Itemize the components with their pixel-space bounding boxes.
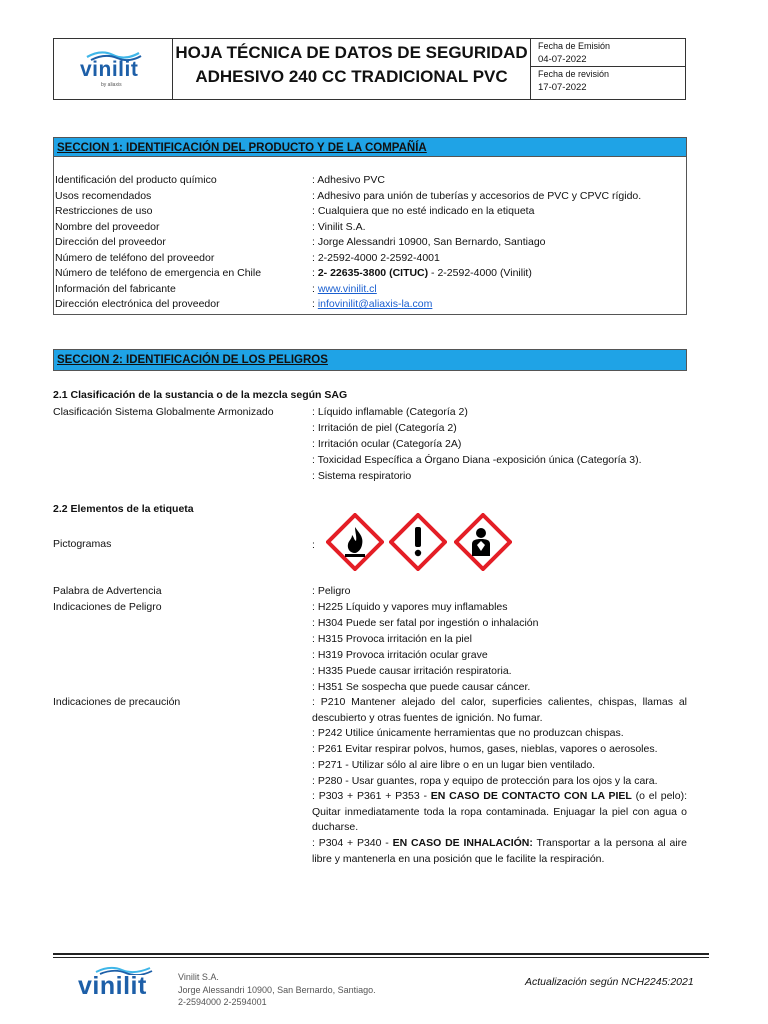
hazard-statement: : H304 Puede ser fatal por ingestión o inhalación [312,617,539,629]
sga-item: : Irritación ocular (Categoría 2A) [312,438,462,450]
hazard-statement: : H225 Líquido y vapores muy inflamables [312,601,508,613]
precaution-p242: : P242 Utilice únicamente herramientas que no produzcan chispas. [312,727,624,739]
hazard-statement: : H319 Provoca irritación ocular grave [312,649,488,661]
palabra-value: : Peligro [312,585,351,597]
section2-header [53,349,687,371]
s1-value-emergencia: : 2- 22635-3800 (CITUC) - 2-2592-4000 (Vinilit) [312,267,532,279]
hazard-statement: : H315 Provoca irritación en la piel [312,633,472,645]
s1-label-producto: Identificación del producto químico [55,174,217,186]
cituc-phone: 2- 22635-3800 (CITUC) [317,267,429,279]
s1-value-telefono: : 2-2592-4000 2-2592-4001 [312,252,440,264]
footer-phones: 2-2594000 2-2594001 [178,997,267,1007]
s1-value-email: : infovinilit@aliaxis-la.com [312,298,433,310]
s1-value-usos: : Adhesivo para unión de tuberías y accesorios de PVC y CPVC rígido. [312,190,642,202]
s1-label-nombre: Nombre del proveedor [55,221,160,233]
website-link[interactable]: www.vinilit.cl [317,283,377,295]
logo-wordmark: vinilit [80,58,139,81]
subsection-2-1-title: 2.1 Clasificación de la sustancia o de la mezcla según SAG [53,389,348,401]
palabra-label: Palabra de Advertencia [53,585,162,597]
section1-title: SECCION 1: IDENTIFICACIÓN DEL PRODUCTO Y DE LA COMPAÑÍA [57,142,427,154]
s1-value-nombre: : Vinilit S.A. [312,221,366,233]
s1-label-telefono: Número de teléfono del proveedor [55,252,215,264]
s1-label-email: Dirección electrónica del proveedor [55,298,220,310]
header-title-cell [173,38,531,100]
s1-value-direccion: : Jorge Alessandri 10900, San Bernardo, Santiago [312,236,546,248]
health-hazard-pictogram-icon [454,513,512,571]
s1-label-emergencia: Número de teléfono de emergencia en Chile [55,267,262,279]
s1-label-usos: Usos recomendados [55,190,152,202]
header-date-divider [531,66,686,67]
header-logo-cell [53,38,173,100]
sga-label: Clasificación Sistema Globalmente Armonizado [53,406,274,418]
pictogramas-colon: : [312,539,315,551]
s1-label-fabricante: Información del fabricante [55,283,176,295]
logo-subtitle: by aliaxis [101,82,122,88]
product-title: ADHESIVO 240 CC TRADICIONAL PVC [195,67,508,86]
email-link[interactable]: infovinilit@aliaxis-la.com [317,298,433,310]
hazard-statement: : H335 Puede causar irritación respiratoria. [312,665,512,677]
footer-logo-wordmark: vinilit [78,972,147,1000]
emision-value: 04-07-2022 [538,54,587,65]
s1-value-fabricante: : www.vinilit.cl [312,283,377,295]
sga-item: : Sistema respiratorio [312,470,412,482]
peligro-label: Indicaciones de Peligro [53,601,162,613]
s1-label-direccion: Dirección del proveedor [55,236,166,248]
sga-item: : Líquido inflamable (Categoría 2) [312,406,468,418]
revision-label: Fecha de revisión [538,69,610,79]
footer-address-block [178,971,376,1009]
precaution-p280: : P280 - Usar guantes, ropa y equipo de protección para los ojos y la cara. [312,775,658,787]
pictogramas-label: Pictogramas [53,538,112,550]
footer-update-note: Actualización según NCH2245:2021 [525,976,694,988]
footer-rule [53,953,709,955]
sga-item: : Toxicidad Específica a Órgano Diana -exposición única (Categoría 3). [312,454,642,466]
precaution-p261: : P261 Evitar respirar polvos, humos, gases, nieblas, vapores o aerosoles. [312,743,658,755]
precaution-p271: : P271 - Utilizar sólo al aire libre o en un lugar bien ventilado. [312,759,596,771]
precaucion-label: Indicaciones de precaución [53,696,181,708]
hazard-statement: : H351 Se sospecha que puede causar cáncer. [312,681,531,693]
s1-value-producto: : Adhesivo PVC [312,174,385,186]
section1-header [53,137,687,157]
sga-item: : Irritación de piel (Categoría 2) [312,422,457,434]
flame-pictogram-icon [326,513,384,571]
revision-value: 17-07-2022 [538,82,587,93]
footer-company: Vinilit S.A. [178,972,219,982]
precaution-p303: : P303 + P361 + P353 - EN CASO DE CONTACTO CON LA PIEL (o el pelo): Quitar inmediatamente toda la ropa contaminada. Enjuagar la piel con agua o ducharse. [312,790,687,834]
document-title: HOJA TÉCNICA DE DATOS DE SEGURIDAD [175,43,528,62]
exclamation-pictogram-icon [389,513,447,571]
precaution-p210: : P210 Mantener alejado del calor, superficies calientes, chispas, llamas al descubierto y otras fuentes de ignición. No fumar. [312,696,687,724]
emision-label: Fecha de Emisión [538,41,611,51]
s1-value-restricciones: : Cualquiera que no esté indicado en la etiqueta [312,205,535,217]
subsection-2-2-title: 2.2 Elementos de la etiqueta [53,503,194,515]
footer-rule-thin [53,957,709,958]
s1-label-restricciones: Restricciones de uso [55,205,153,217]
footer-address: Jorge Alessandri 10900, San Bernardo, Santiago. [178,984,376,995]
precaution-p304: : P304 + P340 - EN CASO DE INHALACIÓN: Transportar a la persona al aire libre y mantenerla en una posición que le facilite la respiración. [312,837,687,865]
section2-title: SECCION 2: IDENTIFICACIÓN DE LOS PELIGROS [57,354,328,366]
